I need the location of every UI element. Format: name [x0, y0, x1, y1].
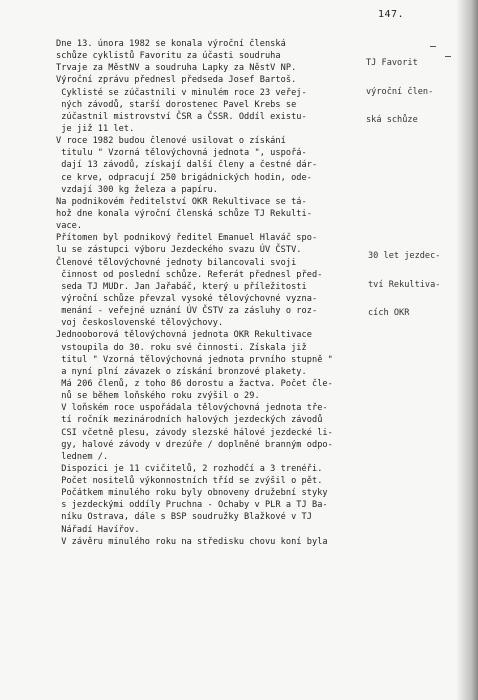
body-text-line: s jezdeckými oddíly Pruchna - Ochaby v PLR a TJ Ba- [56, 500, 328, 511]
body-text-line: seda TJ MUDr. Jan Jařabáč, který u příležitosti [56, 281, 307, 292]
body-text-line: titulu " Vzorná tělovýchovná jednota ", uspořá- [56, 148, 307, 159]
body-text-line: Výroční zprávu přednesl předseda Josef Bartoš. [56, 75, 297, 86]
body-text-line: hož dne konala výroční členská schůze TJ Rekulti- [56, 208, 312, 219]
body-text-line: V loňském roce uspořádala tělovýchovná jednota tře- [56, 403, 328, 414]
body-text-line: Jednooborová tělovýchovná jednota OKR Rekultivace [56, 330, 312, 341]
body-text-line: tí ročník mezinárodních halových jezdeckých závodů [56, 415, 323, 426]
body-text-line: Na podnikovém ředitelství OKR Rekultivace se tá- [56, 196, 307, 207]
body-text-line: Nářadí Havířov. [56, 524, 140, 535]
body-text-line: Přítomen byl podnikový ředitel Emanuel Hlaváč spo- [56, 233, 318, 244]
body-text-line: dají 13 závodů, získají další členy a čestné dár- [56, 160, 318, 171]
body-text-line: schůze cyklistů Favoritu za účasti soudruha [56, 51, 281, 62]
body-text-line: voj československé tělovýchovy. [56, 318, 224, 329]
body-text-line: titul " Vzorná tělovýchovná jednota prvního stupně " [56, 354, 333, 365]
body-text-line: ce krve, odpracují 250 brigádnických hodin, ode- [56, 172, 312, 183]
body-text-line: Dispozici je 11 cvičitelů, 2 rozhodčí a 3 trenéři. [56, 463, 323, 474]
body-text-line: Dne 13. února 1982 se konala výroční členská [56, 39, 286, 49]
body-text-line: nů se během loňského roku zvýšil o 29. [56, 391, 260, 402]
margin-note-rekultivace [368, 233, 440, 338]
body-text-line: níku Ostrava, dále s BSP soudružky Blažkové v TJ [56, 512, 312, 523]
margin-note-line: ská schůze [366, 115, 418, 125]
body-text-line: Členové tělovýchovné jednoty bilancovali svoji [56, 257, 297, 268]
margin-note-tj-favorit [366, 40, 433, 145]
margin-dash [445, 56, 451, 57]
margin-note-line: 30 let jezdec- [368, 251, 441, 261]
margin-note-line: tví Rekultiva- [368, 279, 441, 290]
body-text-line: zúčastnil mistrovství ČSR a ČSSR. Oddíl existu- [56, 111, 307, 122]
margin-note-line: výroční člen- [366, 86, 434, 97]
body-text-line: Počátkem minulého roku byly obnoveny družební styky [56, 488, 328, 499]
body-text-line: lu se zástupci výboru Jezdeckého svazu ÚV ČSTV. [56, 245, 302, 256]
body-text-line: V roce 1982 budou členové usilovat o získání [56, 136, 286, 147]
body-text-line: vstoupila do 30. roku své činnosti. Získala již [56, 342, 307, 353]
body-text-line: gy, halové závody v drezúře / doplněné branným odpo- [56, 439, 333, 450]
margin-note-line: cích OKR [368, 308, 410, 318]
margin-dash [430, 46, 436, 47]
page-edge-shadow [456, 0, 478, 700]
body-text-line: CSI včetně plesu, závody slezské hálové jezdecké li- [56, 427, 333, 438]
body-text-line: je již 11 let. [56, 123, 135, 134]
body-text-line: Počet nositelů výkonnostních tříd se zvýšil o pět. [56, 476, 323, 487]
body-text-line: ných závodů, starší dorostenec Pavel Krebs se [56, 99, 297, 110]
margin-note-line: TJ Favorit [366, 58, 418, 68]
body-text-line: V závěru minulého roku na středisku chovu koní byla [56, 536, 328, 547]
body-text-line: vace. [56, 221, 83, 232]
body-text-line: Trvaje za MěstNV a soudruha Lapky za NěstV NP. [56, 63, 297, 74]
body-text-line: Má 206 členů, z toho 86 dorostu a žactva. Počet čle- [56, 378, 333, 389]
body-text-line: Cyklisté se zúčastnili v minulém roce 23 veřej- [56, 87, 307, 98]
body-text [56, 38, 356, 548]
body-text-line: činnost od poslední schůze. Referát přednesl před- [56, 269, 323, 280]
body-text-line: vzdají 300 kg železa a papíru. [56, 184, 218, 195]
body-text-line: výroční schůze převzal vysoké tělovýchovné vyzna- [56, 293, 318, 304]
body-text-line: a nyní plní závazek o získání bronzové plakety. [56, 366, 307, 377]
page-number: 147. [378, 9, 405, 20]
body-text-line: lednem /. [56, 451, 109, 462]
body-text-line: menání - veřejné uznání ÚV ČSTV za zásluhy o roz- [56, 306, 318, 317]
